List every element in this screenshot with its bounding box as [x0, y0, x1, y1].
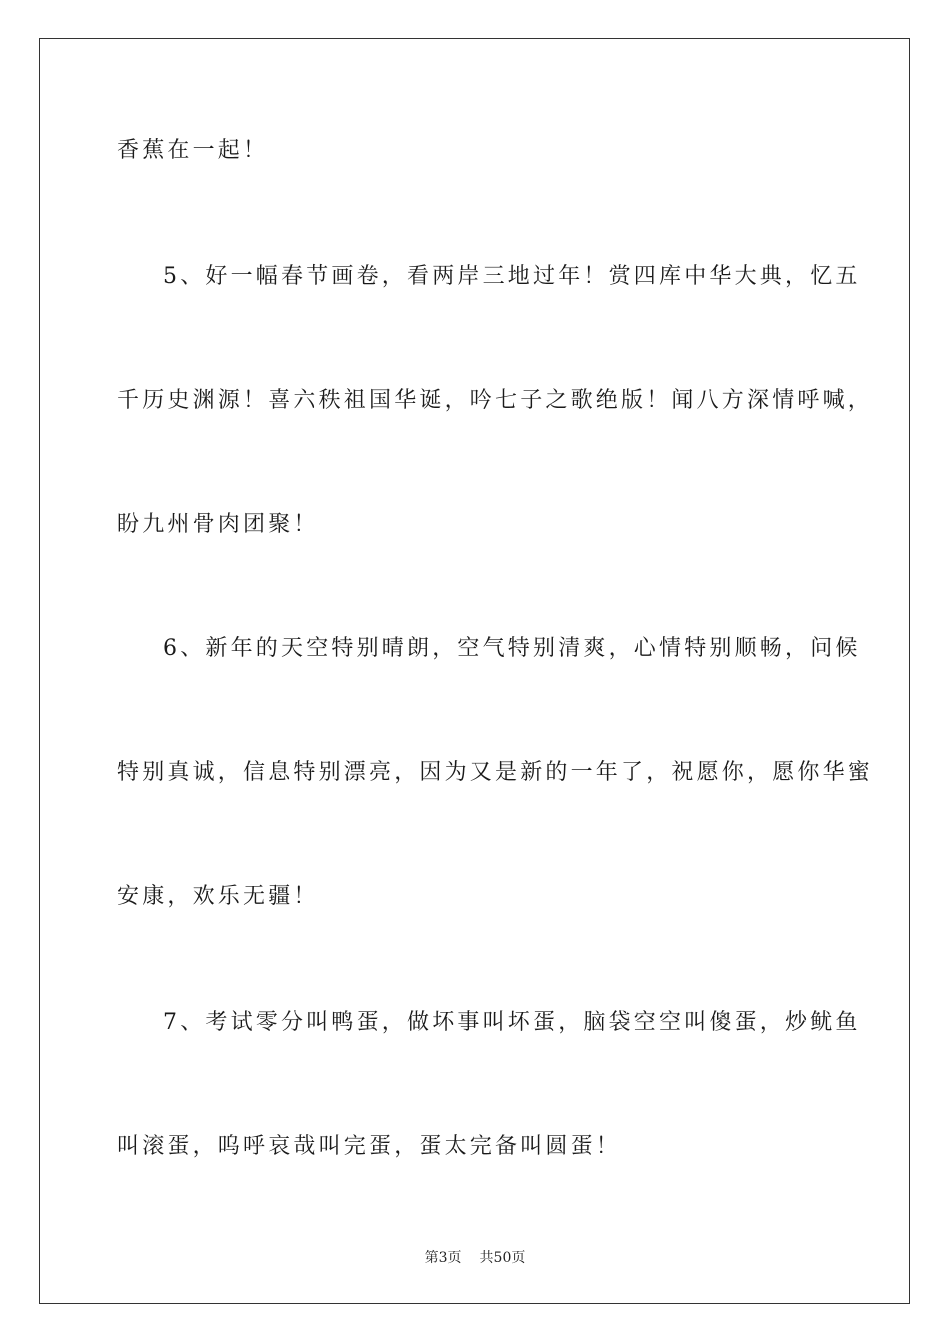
- paragraph-7-line-2: 叫滚蛋，呜呼哀哉叫完蛋，蛋太完备叫圆蛋！: [117, 1134, 622, 1159]
- paragraph-7-line-1: 7、考试零分叫鸭蛋，做坏事叫坏蛋，脑袋空空叫傻蛋，炒鱿鱼: [163, 1010, 861, 1035]
- page-border: [39, 38, 910, 1304]
- paragraph-5-line-1: 5、好一幅春节画卷，看两岸三地过年！赏四库中华大典，忆五: [163, 264, 861, 289]
- current-page-label: 第3页: [424, 1250, 462, 1266]
- paragraph-6-line-1: 6、新年的天空特别晴朗，空气特别清爽，心情特别顺畅，问候: [163, 636, 861, 661]
- total-pages-label: 共50页: [479, 1250, 526, 1266]
- paragraph-6-line-3: 安康，欢乐无疆！: [117, 884, 319, 909]
- paragraph-5-line-3: 盼九州骨肉团聚！: [117, 512, 319, 537]
- paragraph-6-line-2: 特别真诚，信息特别漂亮，因为又是新的一年了，祝愿你，愿你华蜜: [117, 760, 874, 785]
- text-line-1: 香蕉在一起！: [117, 138, 269, 163]
- page-number-footer: [0, 1248, 950, 1268]
- paragraph-5-line-2: 千历史渊源！喜六秩祖国华诞，吟七子之歌绝版！闻八方深情呼喊，: [117, 388, 874, 413]
